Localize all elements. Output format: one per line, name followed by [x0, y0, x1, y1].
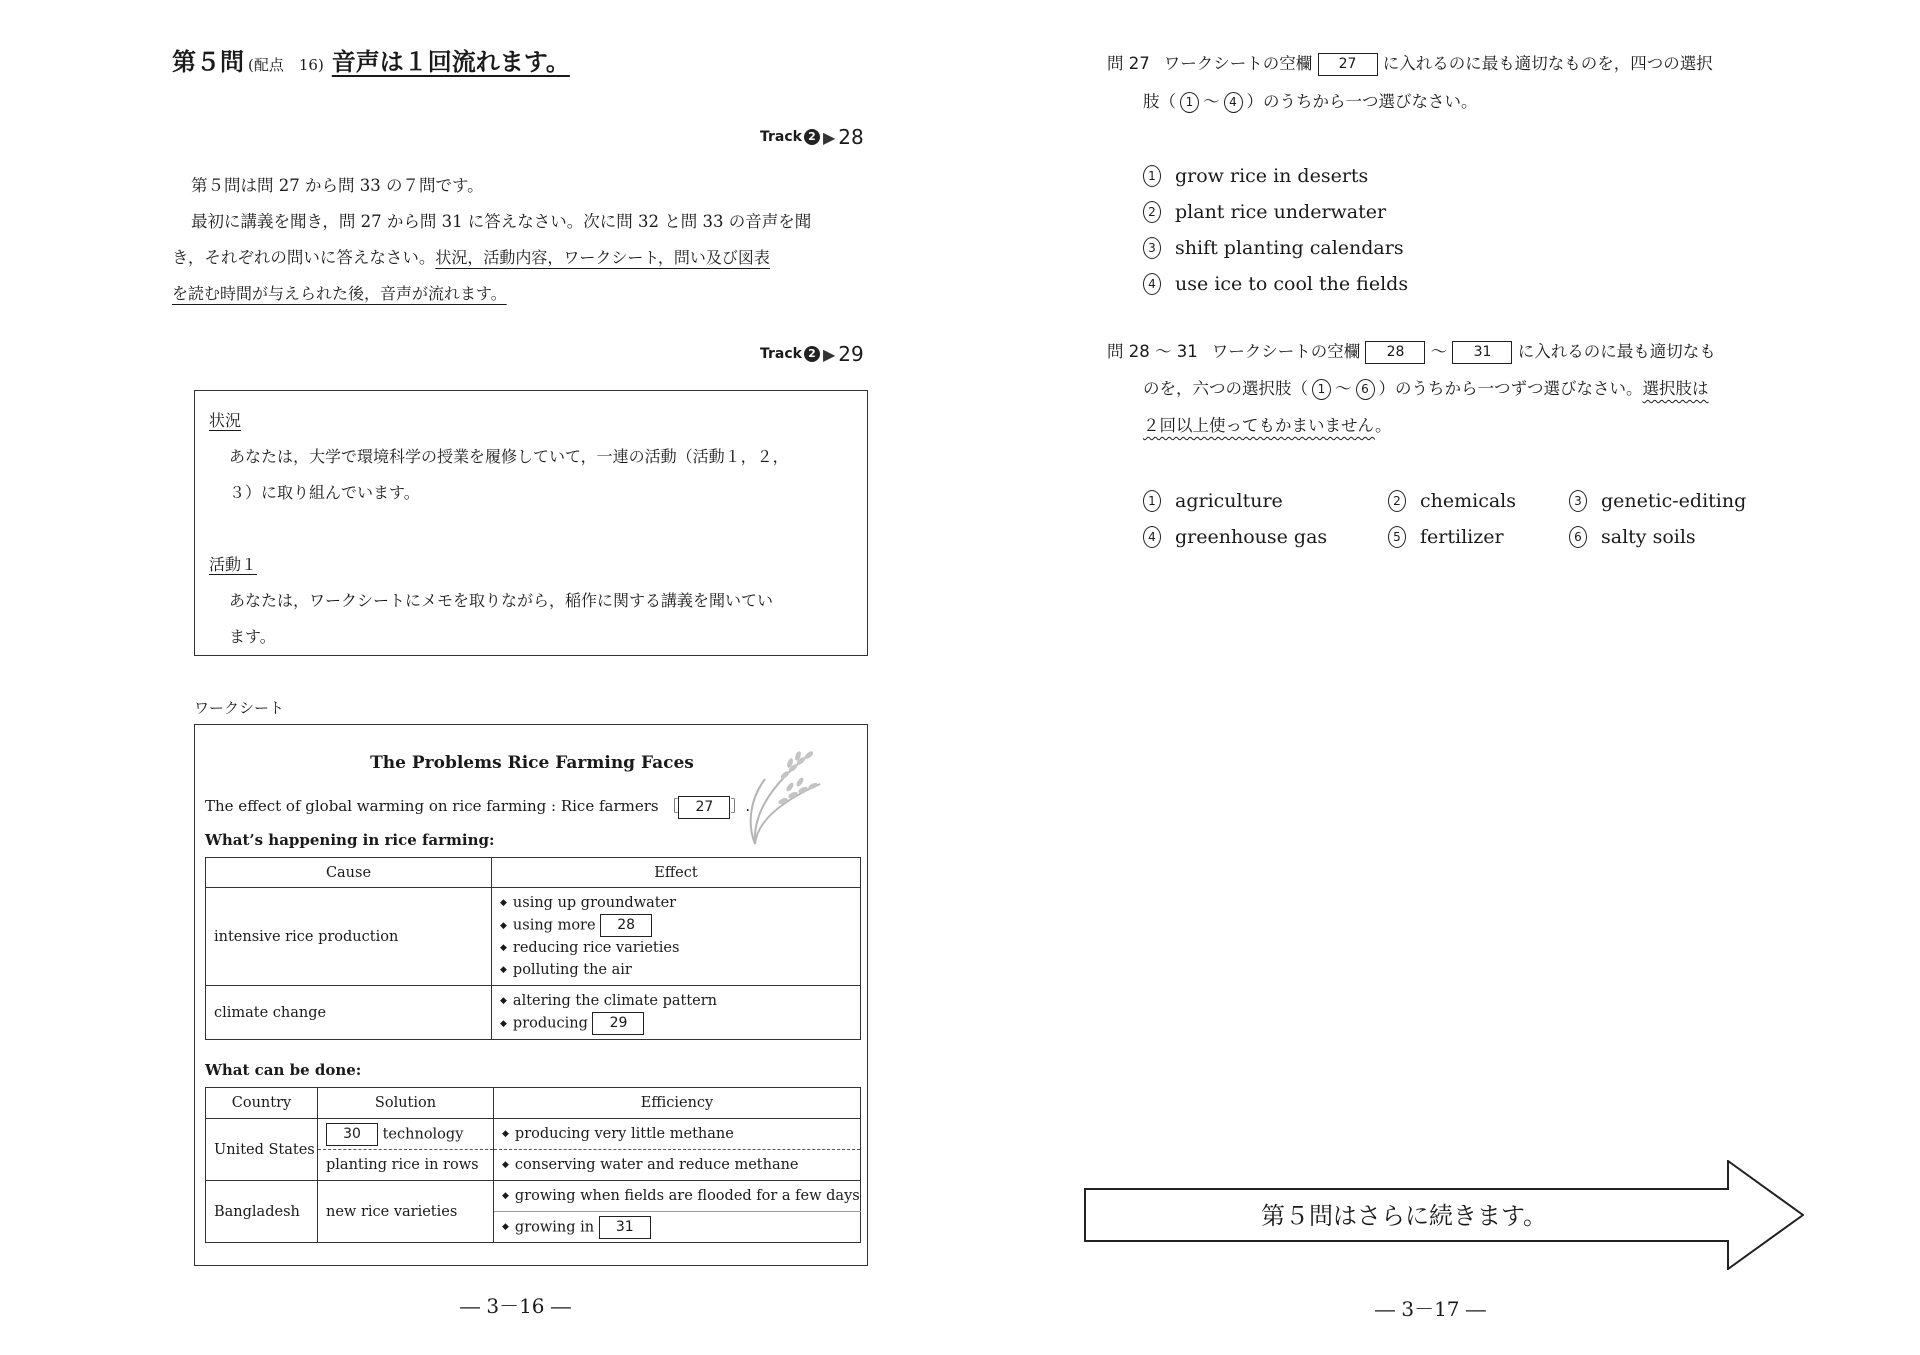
- effect-text: using more: [512, 917, 596, 934]
- disc-number-icon: 2: [804, 346, 820, 362]
- country-cell: United States: [206, 1119, 318, 1181]
- track-marker-28: [760, 125, 864, 149]
- effect-item: ◆ using up groundwater: [500, 892, 852, 914]
- wavy-underlined-note: ２回以上使ってもかまいません: [1143, 416, 1375, 435]
- cause-effect-table: [205, 857, 861, 1040]
- option-2831-6[interactable]: [1569, 526, 1696, 548]
- option-number: 3: [1143, 237, 1161, 259]
- efficiency-cell: ◆ conserving water and reduce methane: [494, 1150, 861, 1181]
- table-row: [206, 888, 861, 986]
- worksheet-label: ワークシート: [194, 699, 285, 717]
- column-header: Cause: [206, 858, 492, 888]
- prompt-text: ワークシートの空欄: [1163, 54, 1313, 73]
- instruction-line: [172, 276, 872, 312]
- question-number: 問 28 ～ 31: [1107, 342, 1198, 361]
- option-2831-5[interactable]: [1388, 526, 1504, 548]
- efficiency-cell: ◆ producing very little methane: [494, 1119, 861, 1150]
- effect-cell: [492, 888, 861, 986]
- option-number: 2: [1143, 201, 1161, 223]
- tilde: ～: [1203, 92, 1220, 111]
- option-text: genetic-editing: [1601, 490, 1747, 512]
- solution-table: [205, 1087, 861, 1243]
- worksheet-title: The Problems Rice Farming Faces: [370, 753, 694, 773]
- answer-blank-31: 31: [1452, 341, 1512, 364]
- answer-blank-29: 29: [592, 1012, 644, 1035]
- cause-cell: climate change: [206, 986, 492, 1040]
- tilde: ～: [1335, 379, 1352, 398]
- circled-number: 1: [1180, 92, 1199, 113]
- option-number: 6: [1569, 526, 1587, 548]
- question-27-prompt: [1107, 50, 1713, 76]
- option-27-3[interactable]: [1143, 237, 1404, 259]
- instruction-line: 第５問は問 27 から問 33 の７問です。: [191, 176, 484, 195]
- option-text: plant rice underwater: [1175, 201, 1387, 223]
- situation-text: ３）に取り組んでいます。: [229, 483, 420, 502]
- table-row: [206, 986, 861, 1040]
- effect-item: [500, 914, 852, 937]
- track-label: Track: [760, 129, 802, 145]
- question-28-31-prompt-cont: [1143, 375, 1709, 400]
- answer-blank-31: 31: [599, 1216, 651, 1239]
- worksheet-effect-line: [205, 795, 750, 819]
- option-text: fertilizer: [1420, 526, 1504, 548]
- column-header: Efficiency: [494, 1088, 861, 1119]
- table-row: [206, 1181, 861, 1212]
- option-text: use ice to cool the fields: [1175, 273, 1409, 295]
- play-arrow-icon: ▶: [822, 127, 836, 147]
- situation-heading: 状況: [209, 411, 242, 430]
- cause-cell: intensive rice production: [206, 888, 492, 986]
- audio-notice: 音声は１回流れます。: [331, 48, 570, 76]
- answer-blank-28: 28: [600, 914, 652, 937]
- option-number: 4: [1143, 273, 1161, 295]
- disc-number-icon: 2: [804, 129, 820, 145]
- page-number: ― 3－17 ―: [1375, 1297, 1486, 1321]
- option-2831-3[interactable]: [1569, 490, 1746, 512]
- question-number: 問 27: [1107, 54, 1150, 73]
- efficiency-text: growing in: [514, 1219, 595, 1235]
- option-text: shift planting calendars: [1175, 237, 1404, 259]
- question-28-31-prompt: [1107, 338, 1716, 364]
- instruction-line: 最初に講義を聞き，問 27 から問 31 に答えなさい。次に問 32 と問 33 の音声を聞: [191, 212, 812, 231]
- wavy-underlined-note: 選択肢は: [1642, 379, 1709, 398]
- situation-box: [194, 390, 868, 656]
- column-header: Effect: [492, 858, 861, 888]
- country-cell: Bangladesh: [206, 1181, 318, 1243]
- question-27-prompt-cont: [1143, 88, 1478, 113]
- section-heading: What’s happening in rice farming:: [205, 831, 495, 849]
- column-header: Solution: [318, 1088, 494, 1119]
- answer-blank-30: 30: [326, 1123, 378, 1146]
- section-heading: What can be done:: [205, 1061, 362, 1079]
- option-number: 3: [1569, 490, 1587, 512]
- option-number: 2: [1388, 490, 1406, 512]
- activity-text: ます。: [229, 627, 276, 646]
- option-text: agriculture: [1175, 490, 1283, 512]
- question-28-31-prompt-cont: [1143, 412, 1392, 436]
- answer-blank-27: 27: [1318, 53, 1378, 76]
- continue-notice: 第５問はさらに続きます。: [1260, 1202, 1548, 1230]
- option-27-2[interactable]: [1143, 201, 1386, 223]
- efficiency-cell: ◆ growing when fields are flooded for a few days: [494, 1181, 861, 1212]
- solution-cell: new rice varieties: [318, 1181, 494, 1243]
- prompt-text: のを，六つの選択肢（: [1143, 379, 1308, 398]
- solution-cell: planting rice in rows: [318, 1150, 494, 1181]
- option-number: 1: [1143, 165, 1161, 187]
- option-2831-4[interactable]: [1143, 526, 1327, 548]
- option-text: chemicals: [1420, 490, 1517, 512]
- instruction-underlined: を読む時間が与えられた後，音声が流れます。: [172, 284, 507, 303]
- answer-blank-27: 27: [678, 796, 730, 819]
- situation-text: あなたは，大学で環境科学の授業を履修していて，一連の活動（活動１，２，: [229, 447, 789, 466]
- play-arrow-icon: ▶: [822, 344, 836, 364]
- option-2831-1[interactable]: [1143, 490, 1283, 512]
- activity-heading: 活動１: [209, 555, 258, 574]
- option-27-4[interactable]: [1143, 273, 1408, 295]
- solution-cell: [318, 1119, 494, 1150]
- option-2831-2[interactable]: [1388, 490, 1516, 512]
- prompt-text: ）のうちから一つ選びなさい。: [1246, 92, 1478, 111]
- question-title: [172, 42, 570, 77]
- option-27-1[interactable]: [1143, 165, 1368, 187]
- effect-item: [500, 1012, 852, 1035]
- prompt-text: 肢（: [1143, 92, 1176, 111]
- tilde: ～: [1430, 342, 1448, 361]
- answer-blank-28: 28: [1365, 341, 1425, 364]
- column-header: Country: [206, 1088, 318, 1119]
- efficiency-cell: [494, 1212, 861, 1243]
- track-label: Track: [760, 346, 802, 362]
- instruction-underlined: 状況，活動内容，ワークシート，問い及び図表: [435, 248, 770, 267]
- effect-text: producing: [512, 1015, 588, 1032]
- option-number: 5: [1388, 526, 1406, 548]
- circled-number: 4: [1224, 92, 1243, 113]
- effect-item: ◆ reducing rice varieties: [500, 937, 852, 959]
- right-page: [960, 0, 1920, 1355]
- prompt-text: 。: [1375, 416, 1392, 435]
- prompt-text: ワークシートの空欄: [1211, 342, 1361, 361]
- instruction-line: [172, 240, 872, 276]
- worksheet: [194, 724, 868, 1266]
- effect-item: ◆ polluting the air: [500, 959, 852, 981]
- effect-item: ◆ altering the climate pattern: [500, 990, 852, 1012]
- activity-text: あなたは，ワークシートにメモを取りながら，稲作に関する講義を聞いてい: [229, 591, 774, 610]
- bracket-open: ［: [663, 797, 679, 815]
- prompt-text: に入れるのに最も適切なものを，四つの選択: [1382, 54, 1713, 73]
- track-number: 28: [838, 125, 864, 149]
- option-text: salty soils: [1601, 526, 1696, 548]
- table-row: [206, 1119, 861, 1150]
- bracket-close: ］.: [730, 797, 751, 815]
- circled-number: 1: [1312, 379, 1331, 400]
- effect-cell: [492, 986, 861, 1040]
- prompt-text: に入れるのに最も適切なも: [1517, 342, 1716, 361]
- instructions: [172, 168, 872, 312]
- option-number: 1: [1143, 490, 1161, 512]
- question-number: 第５問: [172, 48, 244, 76]
- effect-text: The effect of global warming on rice farming : Rice farmers: [205, 797, 659, 815]
- prompt-text: ）のうちから一つずつ選びなさい。: [1378, 379, 1643, 398]
- solution-text: technology: [382, 1126, 464, 1142]
- circled-number: 6: [1356, 379, 1375, 400]
- points-note: (配点 16): [248, 56, 324, 74]
- option-text: grow rice in deserts: [1175, 165, 1369, 187]
- track-marker-29: [760, 342, 864, 366]
- option-number: 4: [1143, 526, 1161, 548]
- instruction-text: き，それぞれの問いに答えなさい。: [172, 248, 436, 267]
- option-text: greenhouse gas: [1175, 526, 1328, 548]
- track-number: 29: [838, 342, 864, 366]
- page-number: ― 3－16 ―: [460, 1294, 571, 1318]
